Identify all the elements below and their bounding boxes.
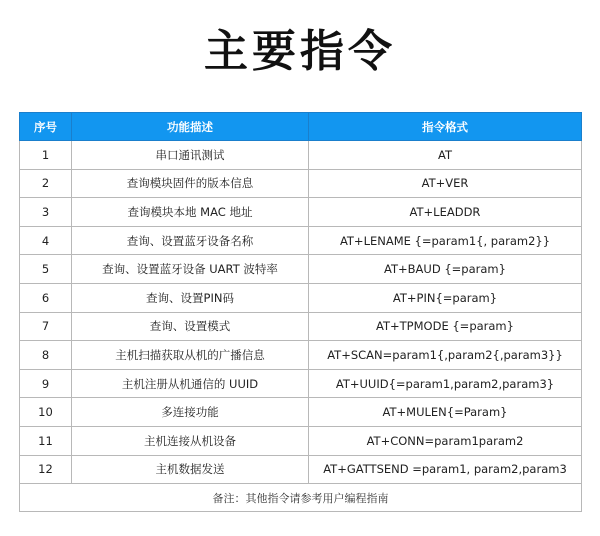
table-row [20,169,582,198]
row-function: 查询、设置模式 [72,312,309,341]
row-function: 串口通讯测试 [72,141,309,170]
row-command: AT+CONN=param1param2 [309,426,582,455]
table-row [20,312,582,341]
row-function: 主机连接从机设备 [72,426,309,455]
row-function: 主机注册从机通信的 UUID [72,369,309,398]
table-row [20,398,582,427]
table-row [20,369,582,398]
row-command: AT+PIN{=param} [309,283,582,312]
page-title: 主要指令 [204,26,396,77]
table-row [20,198,582,227]
header-function: 功能描述 [72,113,309,141]
row-command: AT+UUID{=param1,param2,param3} [309,369,582,398]
row-command: AT+BAUD {=param} [309,255,582,284]
row-command: AT+MULEN{=Param} [309,398,582,427]
row-function: 查询、设置蓝牙设备名称 [72,226,309,255]
row-number: 10 [20,398,72,427]
row-command: AT+VER [309,169,582,198]
table-row [20,455,582,484]
row-function: 主机数据发送 [72,455,309,484]
row-command: AT+LENAME {=param1{, param2}} [309,226,582,255]
row-function: 查询模块固件的版本信息 [72,169,309,198]
row-number: 11 [20,426,72,455]
row-number: 5 [20,255,72,284]
command-table [19,112,582,512]
row-number: 7 [20,312,72,341]
header-number: 序号 [20,113,72,141]
table-header-row [20,113,582,141]
row-command: AT+TPMODE {=param} [309,312,582,341]
row-number: 9 [20,369,72,398]
row-command: AT [309,141,582,170]
row-command: AT+LEADDR [309,198,582,227]
row-number: 8 [20,341,72,370]
table-row [20,226,582,255]
row-command: AT+SCAN=param1{,param2{,param3}} [309,341,582,370]
row-number: 4 [20,226,72,255]
row-function: 查询、设置PIN码 [72,283,309,312]
row-function: 查询模块本地 MAC 地址 [72,198,309,227]
row-command: AT+GATTSEND =param1, param2,param3 [309,455,582,484]
table-row [20,141,582,170]
table-row [20,426,582,455]
table-row [20,341,582,370]
table-note-row [20,484,582,512]
row-function: 查询、设置蓝牙设备 UART 波特率 [72,255,309,284]
table-row [20,255,582,284]
row-number: 2 [20,169,72,198]
row-function: 主机扫描获取从机的广播信息 [72,341,309,370]
row-number: 3 [20,198,72,227]
row-number: 6 [20,283,72,312]
table-row [20,283,582,312]
row-function: 多连接功能 [72,398,309,427]
row-number: 1 [20,141,72,170]
table-note: 备注：其他指令请参考用户编程指南 [20,484,582,512]
header-command-format: 指令格式 [309,113,582,141]
row-number: 12 [20,455,72,484]
